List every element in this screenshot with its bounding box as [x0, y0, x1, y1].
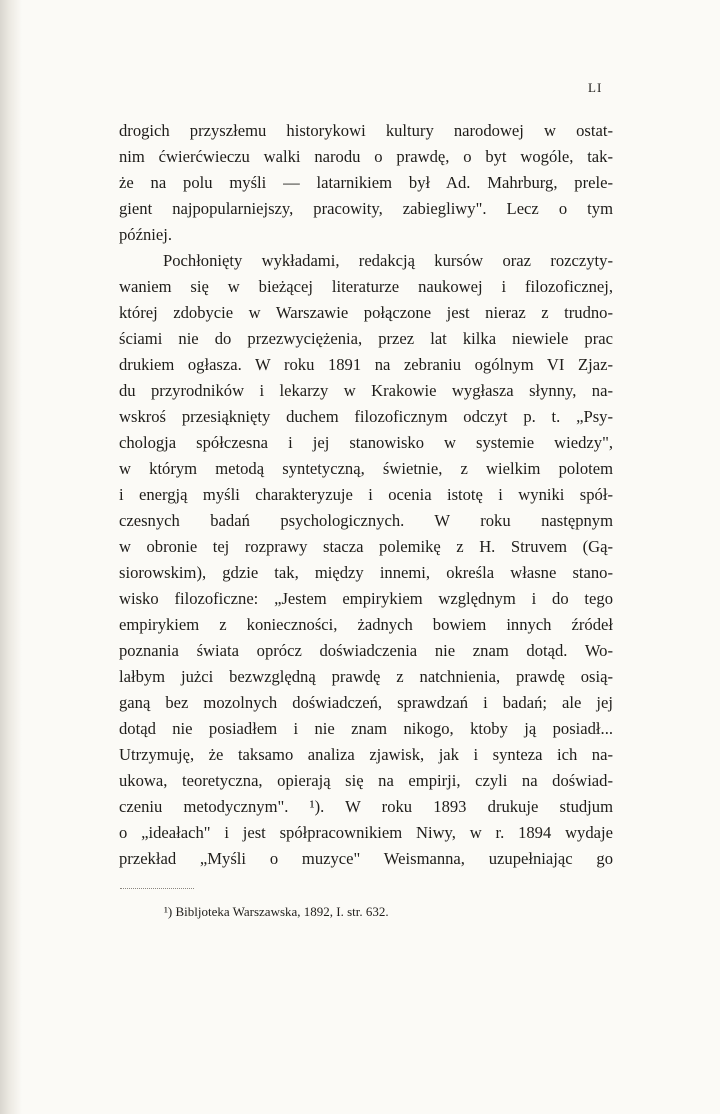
- page-binding-shadow: [0, 0, 22, 1114]
- text-line: ukowa, teoretyczna, opierają się na empirji, czyli na doświad-: [119, 771, 613, 790]
- text-line: siorowskim), gdzie tak, między innemi, określa własne stano-: [119, 563, 613, 582]
- page-number: LI: [588, 80, 603, 95]
- text-line: i energją myśli charakteryzuje i ocenia istotę i wyniki spół-: [119, 485, 613, 504]
- text-line: w którym metodą syntetyczną, świetnie, z wielkim polotem: [119, 459, 613, 478]
- text-line: poznania świata oprócz doświadczenia nie znam dotąd. Wo-: [119, 641, 613, 660]
- text-line: Utrzymuję, że taksamo analiza zjawisk, jak i synteza ich na-: [119, 745, 613, 764]
- footnote: ¹) Bibljoteka Warszawska, 1892, I. str. 632.: [164, 904, 389, 919]
- text-line: przekład „Myśli o muzyce" Weismanna, uzupełniając go: [119, 849, 613, 868]
- text-line: chologja spółczesna i jej stanowisko w systemie wiedzy",: [119, 433, 613, 452]
- text-line: w obronie tej rozprawy stacza polemikę z H. Struvem (Gą-: [119, 537, 613, 556]
- text-line: drukiem ogłasza. W roku 1891 na zebraniu ogólnym VI Zjaz-: [119, 355, 613, 374]
- text-line: Pochłonięty wykładami, redakcją kursów oraz rozczyty-: [163, 251, 613, 270]
- text-line: czesnych badań psychologicznych. W roku następnym: [119, 511, 613, 530]
- text-line: wskroś przesiąknięty duchem filozoficznym odczyt p. t. „Psy-: [119, 407, 613, 426]
- text-line: waniem się w bieżącej literaturze naukowej i filozoficznej,: [119, 277, 613, 296]
- text-line: dotąd nie posiadłem i nie znam nikogo, ktoby ją posiadł...: [119, 719, 613, 738]
- text-line: ściami nie do przezwyciężenia, przez lat kilka niewiele prac: [119, 329, 613, 348]
- footnote-divider: [120, 888, 194, 889]
- text-line: wisko filozoficzne: „Jestem empirykiem względnym i do tego: [119, 589, 613, 608]
- text-line: o „ideałach" i jest spółpracownikiem Niwy, w r. 1894 wydaje: [119, 823, 613, 842]
- text-line: du przyrodników i lekarzy w Krakowie wygłasza słynny, na-: [119, 381, 613, 400]
- text-line: gient najpopularniejszy, pracowity, zabiegliwy". Lecz o tym: [119, 199, 613, 218]
- text-line: nim ćwierćwieczu walki narodu o prawdę, o byt wogóle, tak-: [119, 147, 613, 166]
- text-line: lałbym jużci bezwzględną prawdę z natchnienia, prawdę osią-: [119, 667, 613, 686]
- text-line: ganą bez mozolnych doświadczeń, sprawdzań i badań; ale jej: [119, 693, 613, 712]
- text-line: empirykiem z konieczności, żadnych bowiem innych źródeł: [119, 615, 613, 634]
- text-line: że na polu myśli — latarnikiem był Ad. Mahrburg, prele-: [119, 173, 613, 192]
- body-text: [119, 118, 613, 872]
- text-line: drogich przyszłemu historykowi kultury narodowej w ostat-: [119, 121, 613, 140]
- text-line: czeniu metodycznym". ¹). W roku 1893 drukuje studjum: [119, 797, 613, 816]
- text-line: później.: [119, 225, 172, 244]
- text-line: której zdobycie w Warszawie połączone jest nieraz z trudno-: [119, 303, 613, 322]
